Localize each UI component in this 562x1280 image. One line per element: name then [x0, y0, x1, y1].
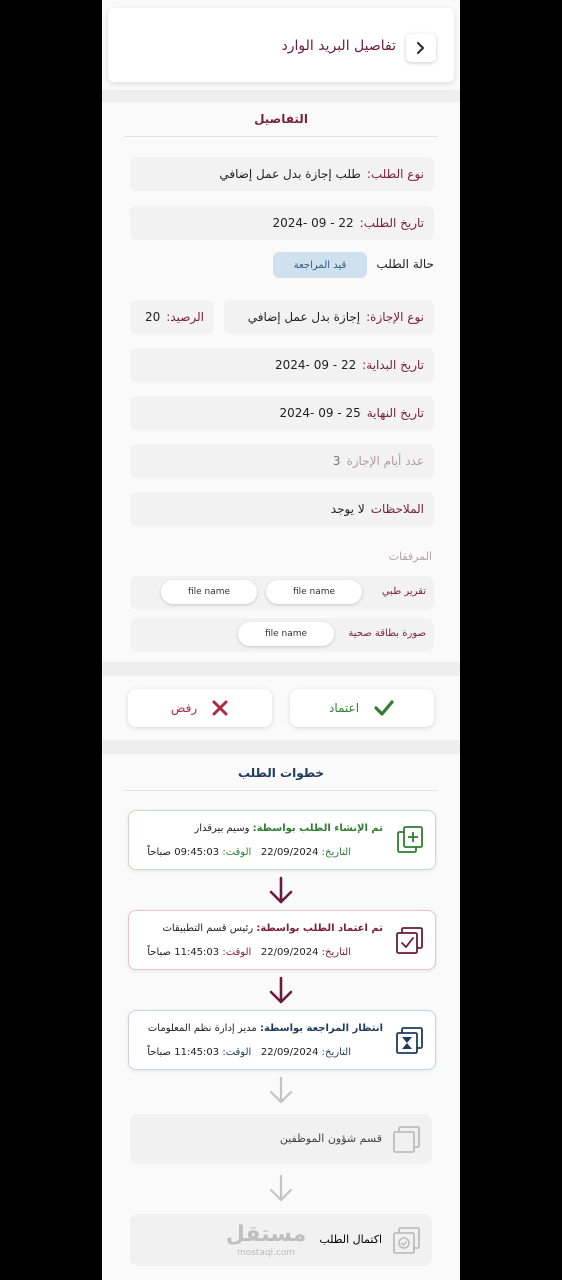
divider [102, 662, 460, 676]
divider-line [124, 790, 438, 791]
arrow-down-icon [268, 976, 294, 1006]
reject-label: رفض [170, 701, 198, 715]
request-date-value: 22 - 09 -2024 [272, 216, 354, 230]
step-person: مدير إدارة نظم المعلومات [147, 1023, 257, 1034]
step-date: 22/09/2024 [260, 847, 319, 858]
step-title: تم الإنشاء الطلب بواسطة: [252, 823, 383, 834]
balance-field [130, 300, 214, 334]
step-card-review [128, 1010, 436, 1070]
document-icon [392, 1124, 422, 1154]
step-title: انتظار المراجعة بواسطة: [259, 1023, 383, 1034]
step-card-hr-pending [130, 1114, 432, 1164]
notes-label: الملاحظات [370, 502, 424, 516]
balance-value: 20 [144, 310, 161, 324]
start-date-value: 22 - 09 -2024 [275, 358, 357, 372]
attachment-row-health-card [130, 618, 434, 652]
divider [102, 90, 460, 102]
request-type-field [130, 157, 434, 191]
step-person: وسيم بيرقدار [194, 823, 250, 834]
date-label: التاريخ: [321, 1047, 351, 1058]
arrow-down-icon [268, 1076, 294, 1106]
request-date-field [130, 206, 434, 240]
phone-screen [102, 0, 460, 1280]
approve-button[interactable] [290, 689, 434, 727]
request-type-value: طلب إجازة بدل عمل إضافي [219, 167, 361, 181]
step-card-approved [128, 910, 436, 970]
step-datetime-row [147, 947, 351, 958]
page-header [108, 8, 454, 82]
time-label: الوقت: [222, 1047, 252, 1058]
leave-type-label: نوع الإجازة: [366, 310, 424, 324]
step-date: 22/09/2024 [260, 947, 319, 958]
start-date-field [130, 348, 434, 382]
status-label: حالة الطلب [376, 257, 434, 271]
divider [102, 740, 460, 754]
file-chip[interactable]: file name [266, 580, 362, 604]
leave-days-label: عدد أيام الإجازة [346, 454, 424, 468]
balance-label: الرصيد: [166, 310, 204, 324]
details-title: التفاصيل [254, 112, 308, 126]
end-date-label: تاريخ النهاية [366, 406, 424, 420]
check-icon [373, 699, 395, 717]
arrow-down-icon [268, 876, 294, 906]
page-title: تفاصيل البريد الوارد [281, 38, 396, 54]
add-document-icon [395, 825, 425, 855]
chevron-right-icon [415, 41, 427, 55]
step-title-row [162, 923, 383, 934]
pending-step-label: قسم شؤون الموظفين [279, 1132, 382, 1145]
hourglass-icon [395, 1025, 425, 1055]
attachment-name: صورة بطاقة صحية [348, 628, 426, 639]
step-date: 22/09/2024 [260, 1047, 319, 1058]
step-person: رئيس قسم التطبيقات [162, 923, 254, 934]
status-badge: قيد المراجعة [273, 252, 367, 278]
leave-days-field [130, 444, 434, 478]
step-datetime-row [147, 1047, 351, 1058]
approve-label: اعتماد [328, 701, 360, 715]
checked-document-icon [395, 925, 425, 955]
steps-title: خطوات الطلب [237, 766, 325, 780]
watermark-logo [218, 1222, 314, 1270]
reject-button[interactable] [128, 689, 272, 727]
check-circle-document-icon [392, 1225, 422, 1255]
step-title-row [194, 823, 383, 834]
request-date-label: تاريخ الطلب: [359, 216, 424, 230]
step-datetime-row [147, 847, 351, 858]
attachment-name: تقرير طبي [381, 586, 426, 597]
time-label: الوقت: [222, 847, 252, 858]
arrow-down-icon [268, 1174, 294, 1204]
step-time: 11:45:03 صباحاً [147, 947, 220, 958]
back-button[interactable] [406, 34, 436, 62]
divider-line [124, 136, 438, 137]
step-time: 11:45:03 صباحاً [147, 1047, 220, 1058]
end-date-field [130, 396, 434, 430]
start-date-label: تاريخ البداية: [362, 358, 424, 372]
attachments-label: المرفقات [388, 550, 432, 563]
watermark-sub: mostaql.com [236, 1248, 296, 1258]
notes-field [130, 492, 434, 526]
leave-type-value: إجازة بدل عمل إضافي [247, 310, 361, 324]
file-chip[interactable]: file name [238, 622, 334, 646]
pending-step-label: اكتمال الطلب [319, 1233, 382, 1246]
leave-type-field [224, 300, 434, 334]
date-label: التاريخ: [321, 947, 351, 958]
date-label: التاريخ: [321, 847, 351, 858]
step-title-row [148, 1023, 383, 1034]
file-chip[interactable]: file name [161, 580, 257, 604]
step-card-created [128, 810, 436, 870]
attachment-row-medical [130, 576, 434, 610]
watermark-text: مستقل [225, 1222, 307, 1247]
time-label: الوقت: [222, 947, 252, 958]
close-icon [211, 699, 229, 717]
step-time: 09:45:03 صباحاً [147, 847, 220, 858]
end-date-value: 25 - 09 -2024 [279, 406, 361, 420]
request-type-label: نوع الطلب: [366, 167, 424, 181]
leave-days-value: 3 [332, 454, 341, 468]
step-title: تم اعتماد الطلب بواسطة: [256, 923, 383, 934]
notes-value: لا يوجد [330, 502, 365, 516]
